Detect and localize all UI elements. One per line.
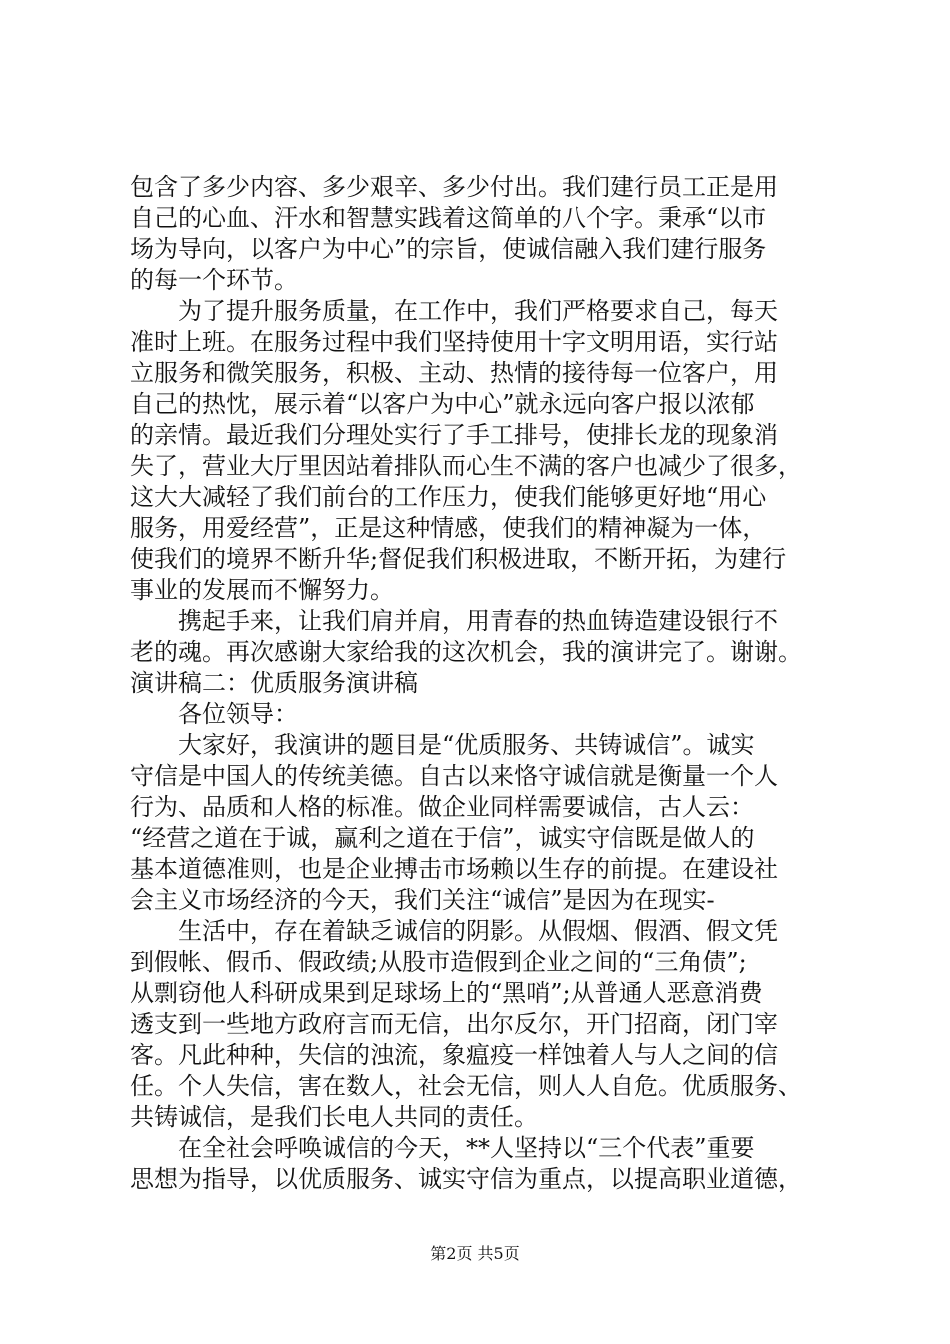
text-line: 使我们的境界不断升华;督促我们积极进取，不断开拓，为建行 <box>130 545 787 573</box>
text-line: 为了提升服务质量，在工作中，我们严格要求自己，每天 <box>130 297 778 325</box>
text-line: 任。个人失信，害在数人，社会无信，则人人自危。优质服务、 <box>130 1072 802 1100</box>
salutation: 各位领导： <box>130 700 298 728</box>
text-line: 客。凡此种种，失信的浊流，象瘟疫一样蚀着人与人之间的信 <box>130 1041 778 1069</box>
page-number-footer: 第2页 共5页 <box>430 1244 520 1263</box>
text-line: 准时上班。在服务过程中我们坚持使用十字文明用语，实行站 <box>130 328 778 356</box>
text-line: 自己的心血、汗水和智慧实践着这简单的八个字。秉承“以市 <box>130 204 767 232</box>
text-line: 的亲情。最近我们分理处实行了手工排号，使排长龙的现象消 <box>130 421 778 449</box>
text-line: 会主义市场经济的今天，我们关注“诚信”是因为在现实- <box>130 886 715 914</box>
text-line: 生活中，存在着缺乏诚信的阴影。从假烟、假酒、假文凭 <box>130 917 778 945</box>
text-line: 共铸诚信，是我们长电人共同的责任。 <box>130 1103 538 1131</box>
text-line: 事业的发展而不懈努力。 <box>130 576 394 604</box>
text-line: 包含了多少内容、多少艰辛、多少付出。我们建行员工正是用 <box>130 173 778 201</box>
text-line: 自己的热忱，展示着“以客户为中心”就永远向客户报以浓郁 <box>130 390 755 418</box>
text-line: 携起手来，让我们肩并肩，用青春的热血铸造建设银行不 <box>130 607 778 635</box>
text-line: 服务，用爱经营”，正是这种情感，使我们的精神凝为一体， <box>130 514 767 542</box>
text-line: 到假帐、假币、假政绩;从股市造假到企业之间的“三角债”; <box>130 948 747 976</box>
text-line: 立服务和微笑服务，积极、主动、热情的接待每一位客户，用 <box>130 359 778 387</box>
text-line: 基本道德准则，也是企业搏击市场赖以生存的前提。在建设社 <box>130 855 778 883</box>
text-line: 从剽窃他人科研成果到足球场上的“黑哨”;从普通人恶意消费 <box>130 979 763 1007</box>
text-line: 大家好，我演讲的题目是“优质服务、共铸诚信”。诚实 <box>130 731 755 759</box>
text-line: 在全社会呼唤诚信的今天，**人坚持以“三个代表”重要 <box>130 1134 755 1162</box>
text-line: 这大大减轻了我们前台的工作压力，使我们能够更好地“用心 <box>130 483 767 511</box>
text-line: 透支到一些地方政府言而无信，出尔反尔，开门招商，闭门宰 <box>130 1010 778 1038</box>
text-line: “经营之道在于诚，赢利之道在于信”，诚实守信既是做人的 <box>130 824 755 852</box>
text-line: 行为、品质和人格的标准。做企业同样需要诚信，古人云： <box>130 793 754 821</box>
text-line: 思想为指导，以优质服务、诚实守信为重点，以提高职业道德， <box>130 1165 802 1193</box>
text-line: 的每一个环节。 <box>130 266 298 294</box>
text-line: 场为导向，以客户为中心”的宗旨，使诚信融入我们建行服务 <box>130 235 767 263</box>
body-text <box>130 172 830 1195</box>
text-line: 老的魂。再次感谢大家给我的这次机会，我的演讲完了。谢谢。 <box>130 638 802 666</box>
text-line: 守信是中国人的传统美德。自古以来恪守诚信就是衡量一个人 <box>130 762 778 790</box>
text-line: 失了，营业大厅里因站着排队而心生不满的客户也减少了很多， <box>130 452 802 480</box>
section-heading: 演讲稿二：优质服务演讲稿 <box>130 669 418 697</box>
